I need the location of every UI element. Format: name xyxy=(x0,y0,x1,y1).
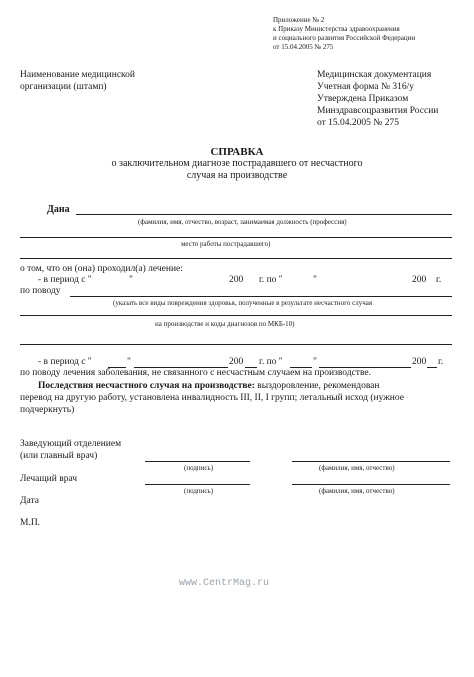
treatment-line-4 xyxy=(20,344,452,345)
unrelated-g: г. xyxy=(438,357,444,367)
annex-line-2: к Приказу Министерства здравоохранения xyxy=(273,25,400,33)
consequences-text-2: перевод на другую работу, установлена инвалидность III, II, I групп; летальный исход (нужное xyxy=(20,393,404,403)
treatment-about: по поводу xyxy=(20,286,61,296)
watermark: www.CentrMag.ru xyxy=(179,578,270,589)
annex-line-3: и социального развития Российской Федерации xyxy=(273,34,416,42)
date-label: Дата xyxy=(20,496,39,506)
unrelated-quote-1: " xyxy=(127,357,131,367)
annex-line-4: от 15.04.2005 № 275 xyxy=(273,43,334,51)
stamp-label: М.П. xyxy=(20,518,41,528)
unrelated-year-1: 200 xyxy=(229,357,244,367)
annex-line-1: Приложение № 2 xyxy=(273,16,325,24)
med-doc-line-2: Учетная форма № 316/у xyxy=(317,82,415,92)
doc-subtitle-2: случая на производстве xyxy=(186,170,288,181)
issued-caption-1: (фамилия, имя, отчество, возраст, занимаемая должность (профессия) xyxy=(138,218,347,226)
treatment-to: г. по " xyxy=(259,275,283,285)
treatment-caption-1: (указать все виды повреждения здоровья, полученные в результате несчастного случая xyxy=(113,299,373,307)
unrelated-to: г. по " xyxy=(259,357,283,367)
treatment-caption-2: на производстве и коды диагнозов по МКБ-10) xyxy=(155,320,295,328)
unrelated-period-prefix: - в период с " xyxy=(38,357,92,367)
doc-title: СПРАВКА xyxy=(210,146,264,158)
doctor-sign-line xyxy=(145,484,250,485)
unrelated-quote-2: " xyxy=(313,357,317,367)
consequences-text-1: выздоровление, рекомендован xyxy=(257,381,380,391)
treatment-period-prefix: - в период с " xyxy=(38,275,92,285)
head-name-line xyxy=(292,461,450,462)
doctor-name-line xyxy=(292,484,450,485)
org-label-line-1: Наименование медицинской xyxy=(20,70,136,80)
issued-line-2 xyxy=(20,237,452,238)
treatment-year-2: 200 xyxy=(412,275,427,285)
head-sign-line xyxy=(145,461,250,462)
consequences-text-3: подчеркнуть) xyxy=(20,405,75,415)
doc-subtitle-1: о заключительном диагнозе пострадавшего от несчастного xyxy=(111,158,363,169)
issued-line-1 xyxy=(76,214,452,215)
doctor-name-caption: (фамилия, имя, отчество) xyxy=(319,487,395,495)
head-doctor-label-2: (или главный врач) xyxy=(20,451,98,461)
treatment-g: г. xyxy=(436,275,442,285)
treatment-quote-2: " xyxy=(313,275,317,285)
issued-caption-2: место работы пострадавшего) xyxy=(181,240,271,248)
issued-line-3 xyxy=(20,258,452,259)
org-label-line-2: организации (штамп) xyxy=(20,82,107,92)
unrelated-year-2: 200 xyxy=(412,357,427,367)
unrelated-year-2-line xyxy=(427,367,437,368)
med-doc-line-5: от 15.04.2005 № 275 xyxy=(317,118,399,128)
med-doc-line-1: Медицинская документация xyxy=(317,70,432,80)
doctor-sign-caption: (подпись) xyxy=(184,487,214,495)
med-doc-line-3: Утверждена Приказом xyxy=(317,94,409,104)
head-name-caption: (фамилия, имя, отчество) xyxy=(319,464,395,472)
consequences-row-1 xyxy=(38,381,379,392)
consequences-label: Последствия несчастного случая на производстве: xyxy=(38,381,255,391)
med-doc-line-4: Минздравсоцразвития России xyxy=(317,106,439,116)
treatment-year-1: 200 xyxy=(229,275,244,285)
treatment-line-1: о том, что он (она) проходил(а) лечение: xyxy=(20,264,183,274)
unrelated-text: по поводу лечения заболевания, не связанного с несчастным случаем на производстве. xyxy=(20,368,371,378)
issued-label: Дана xyxy=(47,204,70,215)
head-doctor-label-1: Заведующий отделением xyxy=(20,439,122,449)
treatment-line-2 xyxy=(70,296,452,297)
head-sign-caption: (подпись) xyxy=(184,464,214,472)
treatment-line-3 xyxy=(20,315,452,316)
treatment-quote-1: " xyxy=(129,275,133,285)
attending-doctor-label: Лечащий врач xyxy=(20,474,78,484)
